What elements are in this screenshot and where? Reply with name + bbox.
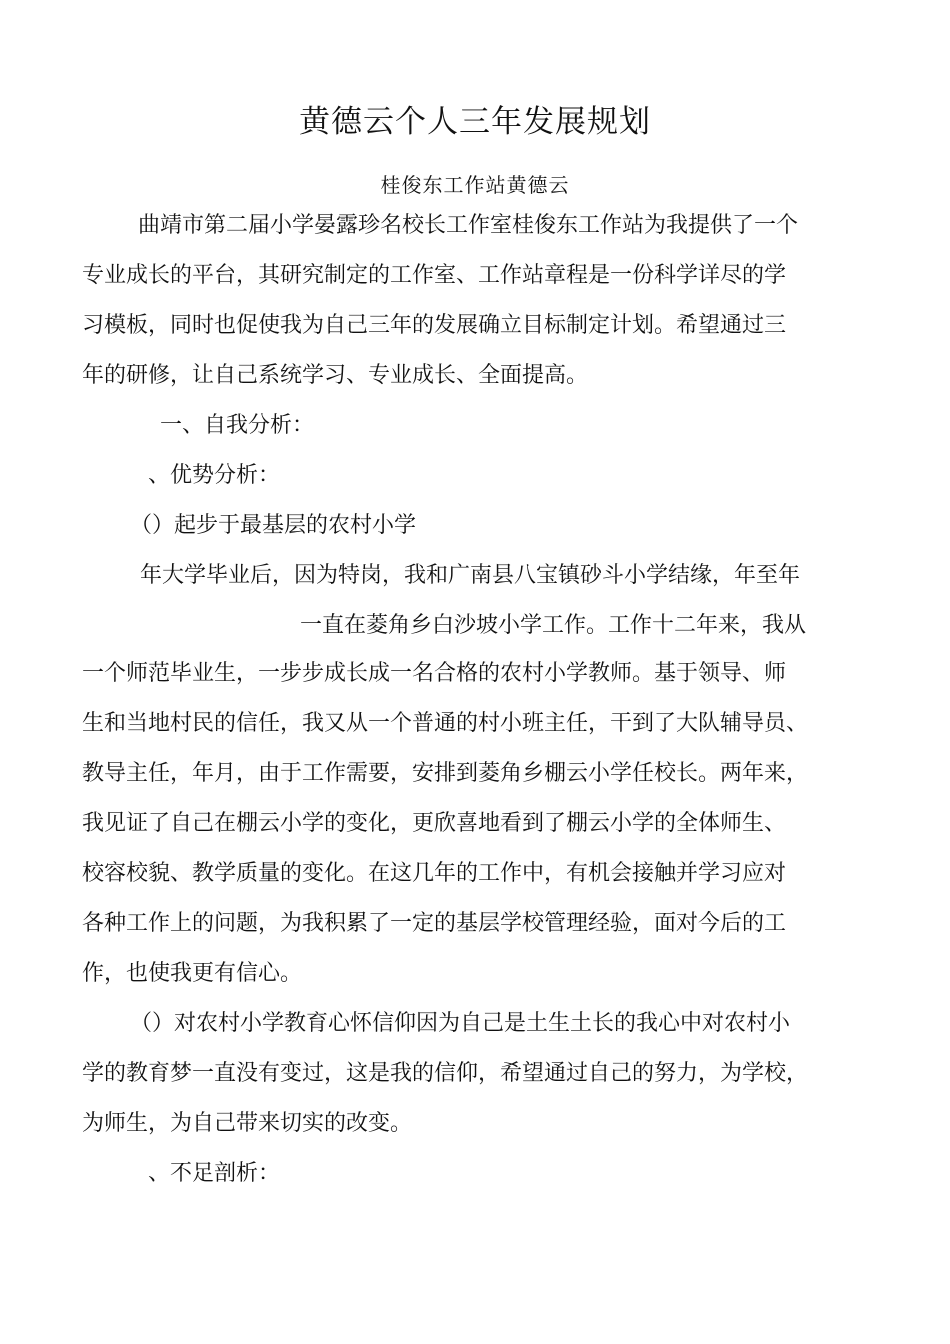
paragraph-line: 为师生，为自己带来切实的改变。 (82, 1111, 413, 1136)
paragraph-line: 教导主任，年月，由于工作需要，安排到菱角乡棚云小学任校长。两年来， (82, 761, 809, 786)
subsection-heading: 、优势分析： (148, 463, 281, 488)
item-heading: （）起步于最基层的农村小学 (130, 513, 417, 538)
paragraph-line: 习模板，同时也促使我为自己三年的发展确立目标制定计划。希望通过三 (82, 313, 787, 338)
paragraph-line: 我见证了自己在棚云小学的变化，更欣喜地看到了棚云小学的全体师生、 (82, 811, 787, 836)
paragraph-line: 年的研修，让自己系统学习、专业成长、全面提高。 (82, 363, 589, 388)
paragraph-line: 年大学毕业后，因为特岗，我和广南县八宝镇砂斗小学结缘，年至年 (140, 563, 801, 588)
document-title: 黄德云个人三年发展规划 (299, 104, 651, 140)
paragraph-line: 作，也使我更有信心。 (82, 961, 303, 986)
paragraph-line: 一直在菱角乡白沙坡小学工作。工作十二年来，我从 (300, 613, 807, 638)
paragraph-line: 生和当地村民的信任，我又从一个普通的村小班主任，干到了大队辅导员、 (82, 711, 809, 736)
paragraph-line: 专业成长的平台，其研究制定的工作室、工作站章程是一份科学详尽的学 (82, 263, 787, 288)
paragraph-line: 学的教育梦一直没有变过，这是我的信仰，希望通过自己的努力，为学校， (82, 1061, 809, 1086)
paragraph-line: 曲靖市第二届小学晏露珍名校长工作室桂俊东工作站为我提供了一个 (138, 213, 799, 238)
paragraph-line: 各种工作上的问题，为我积累了一定的基层学校管理经验，面对今后的工 (82, 911, 787, 936)
paragraph-line: （）对农村小学教育心怀信仰因为自己是土生土长的我心中对农村小 (130, 1011, 791, 1036)
section-heading: 一、自我分析： (160, 413, 315, 438)
paragraph-line: 一个师范毕业生，一步步成长成一名合格的农村小学教师。基于领导、师 (82, 661, 787, 686)
paragraph-line: 校容校貌、教学质量的变化。在这几年的工作中，有机会接触并学习应对 (82, 861, 787, 886)
subsection-heading: 、不足剖析： (148, 1161, 281, 1186)
document-author: 桂俊东工作站黄德云 (380, 173, 570, 197)
